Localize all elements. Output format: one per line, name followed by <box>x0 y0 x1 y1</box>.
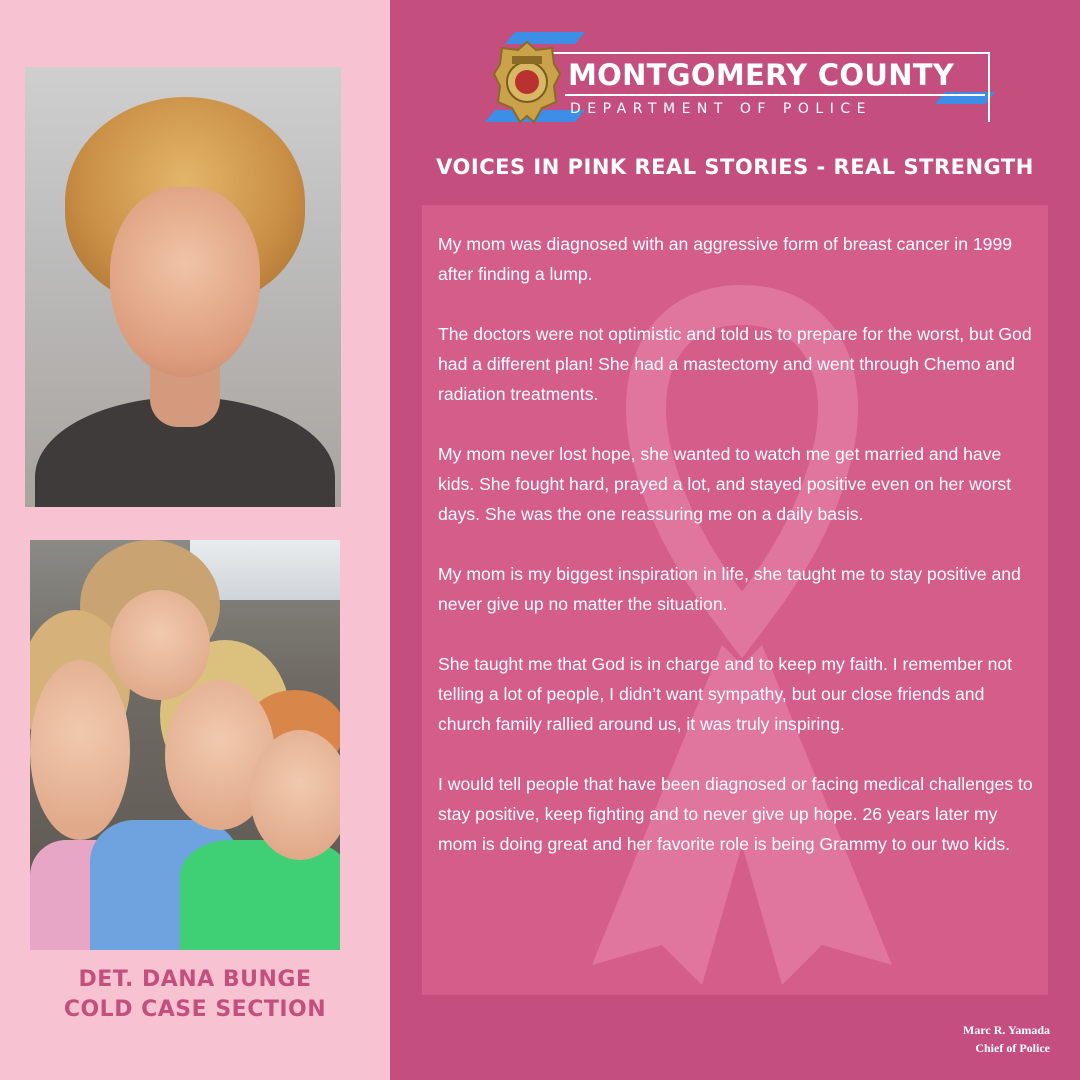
police-badge-icon <box>492 40 562 126</box>
caption-name: DET. DANA BUNGE <box>78 967 312 992</box>
signature <box>930 1021 1050 1057</box>
story-paragraph: The doctors were not optimistic and told us to prepare for the worst, but God had a different plan! She had a mastectomy and went through Chemo and radiation treatments. <box>438 324 1032 404</box>
logo-title: MONTGOMERY COUNTY <box>568 58 955 92</box>
story-paragraph: My mom is my biggest inspiration in life, she taught me to stay positive and never give up no matter the situation. <box>438 564 1021 614</box>
story-text <box>438 229 1034 889</box>
story-paragraph: My mom was diagnosed with an aggressive form of breast cancer in 1999 after finding a lump. <box>438 234 1013 284</box>
portrait-face <box>110 187 260 377</box>
story-paragraph: She taught me that God is in charge and to keep my faith. I remember not telling a lot of people, I didn’t want sympathy, but our close friends and church family rallied around us, it was truly inspiring. <box>438 654 1013 734</box>
story-paragraph: I would tell people that have been diagnosed or facing medical challenges to stay positive, keep fighting and to never give up hope. 26 years later my mom is doing great and her favorite role is being Grammy to our two kids. <box>438 774 1033 854</box>
story-box <box>422 205 1048 995</box>
headline: VOICES IN PINK REAL STORIES - REAL STRENGTH <box>436 155 1034 179</box>
department-logo <box>470 22 1000 132</box>
portrait-photo <box>25 67 341 507</box>
family-selfie-photo <box>30 540 340 950</box>
logo-divider <box>565 94 985 96</box>
logo-subtitle: DEPARTMENT OF POLICE <box>570 101 872 117</box>
caption-section: COLD CASE SECTION <box>63 997 327 1022</box>
signature-title: Chief of Police <box>975 1041 1050 1055</box>
caption <box>0 965 390 1025</box>
family-photo-face <box>30 660 130 840</box>
story-paragraph: My mom never lost hope, she wanted to watch me get married and have kids. She fought hard, prayed a lot, and stayed positive even on her worst days. She was the one reassuring me on a daily basis. <box>438 444 1012 524</box>
signature-name: Marc R. Yamada <box>963 1023 1050 1037</box>
family-photo-face <box>110 590 210 700</box>
family-photo-face <box>250 730 340 860</box>
